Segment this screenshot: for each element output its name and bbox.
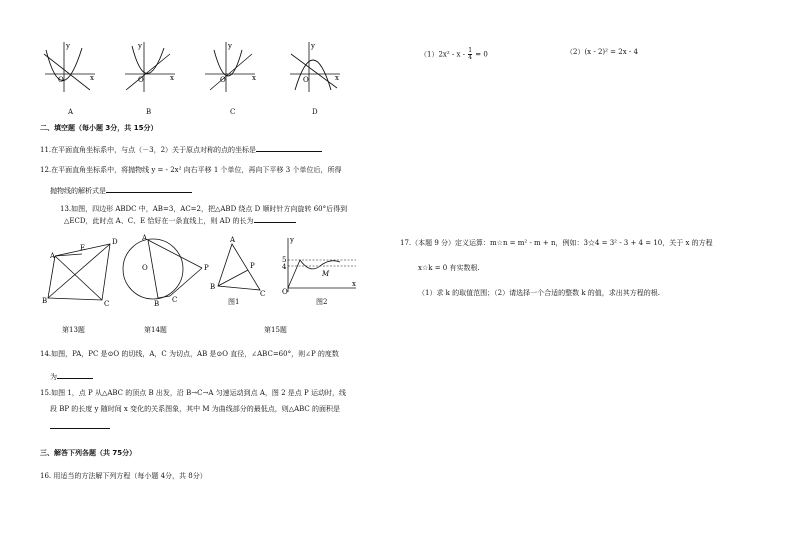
equation-1: （1）2x² - x - $\frac{1}{4}$ = 0 — [420, 47, 488, 61]
svg-text:C: C — [172, 296, 178, 304]
q12-line2: 抛物线的解析式是 — [50, 185, 192, 196]
svg-text:O: O — [58, 76, 64, 84]
graph-a — [40, 40, 100, 95]
svg-text:x: x — [252, 74, 256, 82]
svg-text:A: A — [50, 252, 56, 260]
svg-text:B: B — [210, 283, 216, 291]
svg-text:x: x — [90, 74, 94, 82]
svg-text:M: M — [322, 270, 330, 278]
q14-line1: 14.如图，PA，PC 是⊙O 的切线，A，C 为切点，AB 是⊙O 直径，∠ABC=60°，则∠P 的度数 — [40, 350, 339, 358]
svg-text:x: x — [170, 74, 174, 82]
q13-line2: △ECD，此时点 A、C、E 恰好在一条直线上，则 AD 的长为 — [64, 215, 296, 226]
q11: 11.在平面直角坐标系中，与点（－3，2）关于原点对称的点的坐标是 — [40, 144, 322, 155]
section2-title: 二、填空题（每小题 3分，共 15分） — [40, 124, 158, 132]
svg-text:B: B — [42, 297, 48, 305]
fig15-caption: 第15题 — [264, 326, 287, 334]
svg-text:P: P — [204, 264, 209, 272]
fig15-caption-2: 图2 — [316, 298, 328, 306]
svg-text:O: O — [142, 264, 148, 272]
q11-answer-blank[interactable] — [256, 144, 322, 152]
figure-15-triangle — [210, 234, 270, 296]
svg-text:O: O — [138, 76, 144, 84]
option-b-label: B — [146, 108, 152, 116]
fig14-caption: 第14题 — [144, 326, 167, 334]
svg-text:C: C — [104, 300, 110, 308]
q13-answer-blank[interactable] — [254, 215, 296, 223]
svg-text:D: D — [112, 238, 118, 246]
q15-line1: 15.如图 1，点 P 从△ABC 的顶点 B 出发，沿 B→C→A 匀速运动到点 A，图 2 是点 P 运动时，线 — [40, 389, 346, 397]
svg-text:A: A — [230, 236, 236, 244]
option-a-label: A — [68, 108, 74, 116]
figure-13 — [40, 232, 120, 307]
q16: 16. 用适当的方法解下列方程（每小题 4分，共 8分） — [40, 472, 207, 480]
svg-text:C: C — [260, 290, 266, 298]
q13-line1: 13.如图，四边形 ABDC 中，AB=3，AC=2，把△ABD 绕点 D 顺时针方向旋转 60°后得到 — [60, 205, 348, 213]
svg-text:A: A — [142, 234, 148, 242]
q15-line3 — [50, 421, 110, 432]
q12-line1: 12.在平面直角坐标系中，将抛物线 y = - 2x² 向右平移 1 个单位，再向下平移 3 个单位后，所得 — [40, 166, 342, 174]
svg-text:B: B — [154, 300, 160, 308]
q14-answer-blank[interactable] — [57, 371, 93, 379]
svg-text:O: O — [303, 76, 309, 84]
fig13-caption: 第13题 — [62, 326, 85, 334]
svg-text:x: x — [352, 280, 356, 288]
graph-c — [200, 40, 260, 95]
svg-text:y: y — [290, 236, 294, 244]
section3-title: 三、解答下列各题（共 75分） — [40, 449, 137, 457]
svg-text:P: P — [250, 262, 255, 270]
q15-answer-blank[interactable] — [50, 421, 110, 429]
svg-text:y: y — [228, 42, 232, 50]
svg-text:5: 5 — [282, 256, 287, 264]
fig15-caption-1: 图1 — [228, 298, 240, 306]
graph-d — [285, 40, 345, 95]
svg-text:y: y — [311, 42, 315, 50]
q14-line2: 为 — [50, 371, 93, 382]
q15-line2: 段 BP 的长度 y 随时间 x 变化的关系图象，其中 M 为曲线部分的最低点，则△ABC 的面积是 — [50, 405, 341, 413]
q17-line3: （1）求 k 的取值范围；（2）请选择一个合适的整数 k 的值，求出其方程的根. — [418, 289, 661, 297]
figure-15-graph — [280, 236, 360, 294]
q12-answer-blank[interactable] — [106, 185, 192, 193]
svg-text:4: 4 — [282, 263, 287, 271]
q17-line1: 17.（本题 9 分）定义运算：m☆n = m² - m + n，例如：3☆4 = 3² - 3 + 4 = 10，关于 x 的方程 — [400, 239, 713, 247]
graph-b — [120, 40, 180, 95]
figure-14 — [118, 232, 208, 307]
q17-line2: x☆k = 0 有实数根. — [418, 264, 480, 272]
option-c-label: C — [230, 108, 236, 116]
svg-text:O: O — [282, 288, 288, 296]
svg-text:O: O — [220, 76, 226, 84]
option-d-label: D — [312, 108, 318, 116]
svg-text:y: y — [138, 42, 142, 50]
svg-text:y: y — [66, 42, 70, 50]
svg-text:x: x — [335, 74, 339, 82]
equation-2: （2）(x - 2)² = 2x - 4 — [566, 48, 638, 56]
svg-text:E: E — [80, 244, 86, 252]
